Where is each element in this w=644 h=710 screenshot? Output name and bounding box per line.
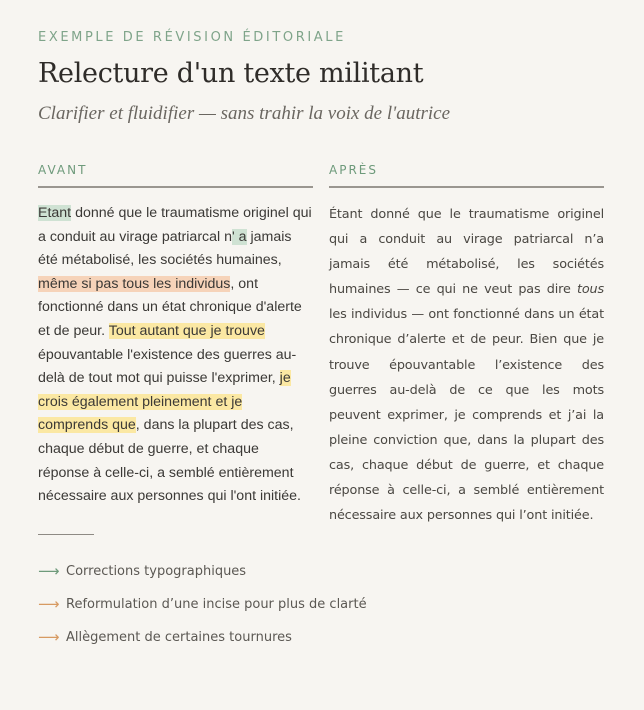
page-title: Relecture d'un texte militant (38, 58, 424, 89)
legend-item (38, 560, 367, 582)
text-segment: , ont fonctionné dans un état chronique d'alerte et de peur. (38, 275, 302, 339)
arrow-right-icon: ⟶ (38, 628, 60, 646)
text-segment: , dans la plupart des cas, chaque début de guerre, et chaque réponse à celle-ci, a semblé entièrement nécessaire aux personnes qui l'ont initiée. (38, 417, 301, 505)
legend-item (38, 593, 367, 615)
subtitle: Clarifier et fluidifier — sans trahir la voix de l'autrice (38, 103, 451, 124)
legend-label: Allègement de certaines tournures (66, 629, 292, 645)
arrow-right-icon: ⟶ (38, 595, 60, 613)
legend-label: Corrections typographiques (66, 563, 247, 579)
text-segment: Étant donné que le traumatisme originel qui a conduit au virage patriarcal n’a jamais été métabolisé, les sociétés humaines — ce qui ne veut pas dire (329, 207, 604, 298)
text-segment: jamais été métabolisé, les sociétés humaines, (38, 228, 292, 269)
legend-list (38, 560, 367, 659)
phrasing-highlight: je crois également pleinement et je comprends que (38, 370, 291, 434)
divider (38, 534, 94, 535)
legend-item (38, 626, 367, 648)
incise-highlight: même si pas tous les individus (38, 275, 231, 292)
before-text (38, 202, 314, 509)
after-column-heading: APRÈS (329, 163, 604, 188)
kicker: EXEMPLE DE RÉVISION ÉDITORIALE (38, 30, 346, 45)
after-text (329, 202, 604, 528)
emphasis: tous (576, 282, 604, 298)
text-segment: épouvantable l'existence des guerres au-delà de tout mot qui puisse l'exprimer, (38, 346, 297, 387)
typo-highlight: ' a (232, 228, 247, 245)
before-column-heading: AVANT (38, 163, 313, 188)
legend-label: Reformulation d’une incise pour plus de clarté (66, 596, 367, 612)
arrow-right-icon: ⟶ (38, 562, 60, 580)
typo-highlight: Etant (38, 205, 72, 221)
phrasing-highlight: Tout autant que je trouve (108, 322, 265, 339)
text-segment: les individus — ont fonctionné dans un état chronique d’alerte et de peur. Bien que je trouve épouvantable l’existence des guerres au-delà de ce que les mots peuvent exprimer, je comprends et j’ai la pleine conviction que, dans la plupart des cas, chaque début de guerre, et chaque réponse à celle-ci, a semblé entièrement nécessaire aux personnes qui l’ont initiée. (329, 307, 604, 524)
text-segment: donné que le traumatisme originel qui a conduit au virage patriarcal n (38, 205, 312, 245)
